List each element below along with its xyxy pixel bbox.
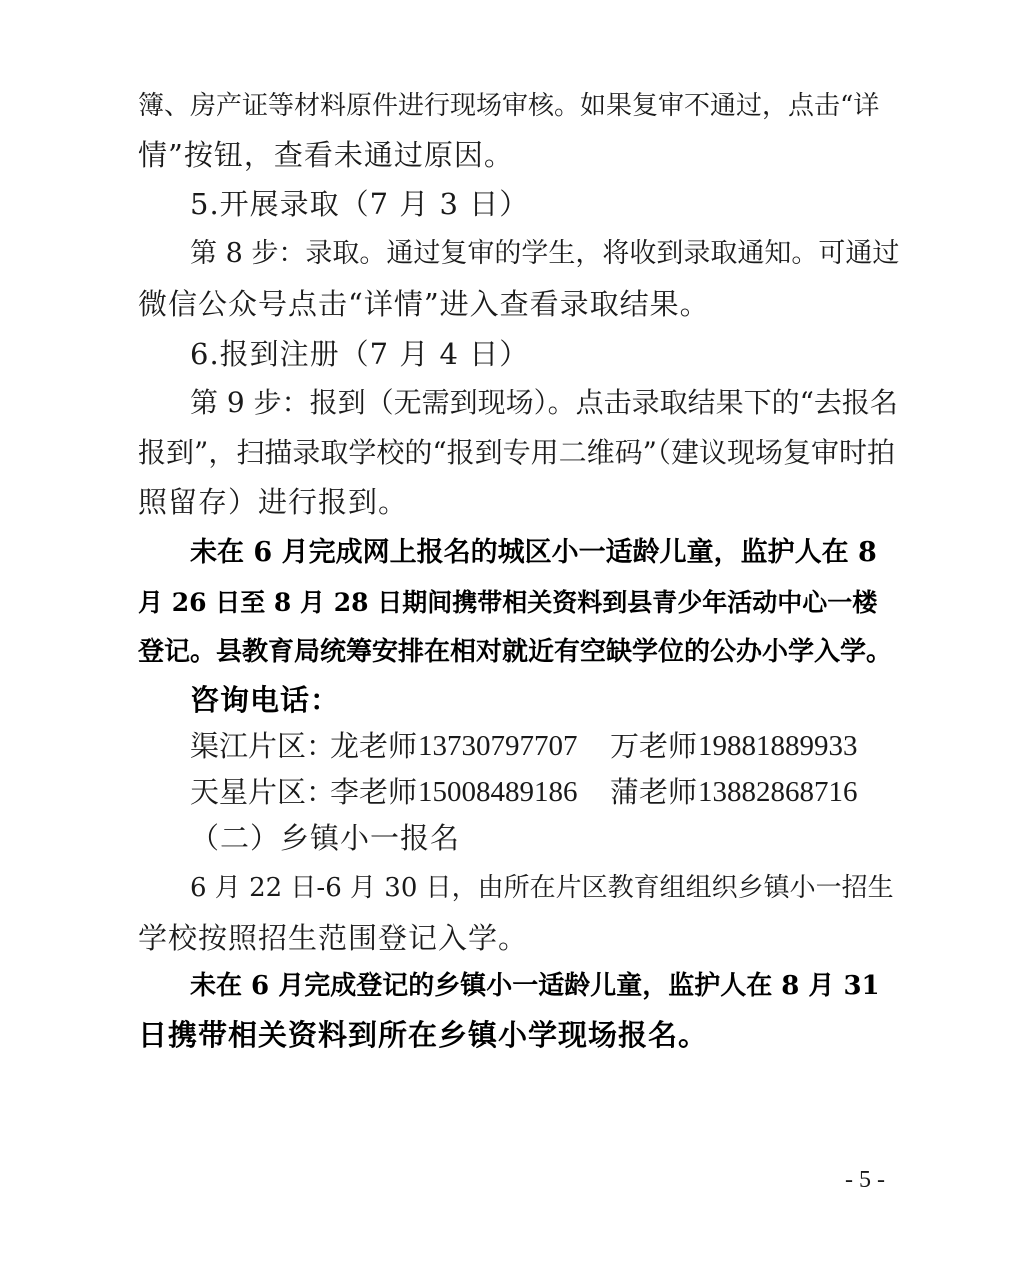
text-line: 学校按照招生范围登记入学。 xyxy=(138,921,529,955)
text-line: 照留存）进行报到。 xyxy=(138,485,409,519)
contact-name: 万老师 xyxy=(610,729,698,763)
text-line: 情”按钮，查看未通过原因。 xyxy=(138,138,514,172)
contact-name: 蒲老师 xyxy=(610,775,698,809)
bold-text-line: 日携带相关资料到所在乡镇小学现场报名。 xyxy=(138,1018,709,1052)
text-line: 第 8 步：录取。通过复审的学生，将收到录取通知。可通过 xyxy=(190,238,900,269)
section-heading: 5.开展录取（7 月 3 日） xyxy=(190,187,530,221)
text-line: 第 9 步：报到（无需到现场）。点击录取结果下的“去报名 xyxy=(190,386,898,419)
contact-name: 龙老师 xyxy=(330,729,418,763)
section-heading: （二）乡镇小一报名 xyxy=(190,821,461,855)
contact-phone: 13730797707 xyxy=(418,730,578,762)
page-number: - 5 - xyxy=(845,1167,885,1193)
contact-heading: 咨询电话： xyxy=(190,683,341,717)
bold-text-line: 未在 6 月完成登记的乡镇小一适龄儿童，监护人在 8 月 31 xyxy=(190,971,880,1001)
bold-text-line: 未在 6 月完成网上报名的城区小一适龄儿童，监护人在 8 xyxy=(190,537,877,568)
contact-phone: 15008489186 xyxy=(418,776,578,808)
bold-text-line: 月 26 日至 8 月 28 日期间携带相关资料到县青少年活动中心一楼 xyxy=(138,588,878,617)
text-line: 报到”，扫描录取学校的“报到专用二维码”（建议现场复审时拍 xyxy=(138,436,895,469)
contact-phone: 19881889933 xyxy=(698,730,858,762)
section-heading: 6.报到注册（7 月 4 日） xyxy=(190,337,530,371)
contact-area: 天星片区： xyxy=(190,775,336,809)
contact-name: 李老师 xyxy=(330,775,418,809)
bold-text-line: 登记。县教育局统筹安排在相对就近有空缺学位的公办小学入学。 xyxy=(138,637,893,667)
contact-area: 渠江片区： xyxy=(190,729,336,763)
contact-phone: 13882868716 xyxy=(698,776,858,808)
text-line: 簿、房产证等材料原件进行现场审核。如果复审不通过，点击“详 xyxy=(138,91,880,121)
text-line: 6 月 22 日-6 月 30 日，由所在片区教育组组织乡镇小一招生 xyxy=(190,873,894,903)
text-line: 微信公众号点击“详情”进入查看录取结果。 xyxy=(138,287,710,321)
